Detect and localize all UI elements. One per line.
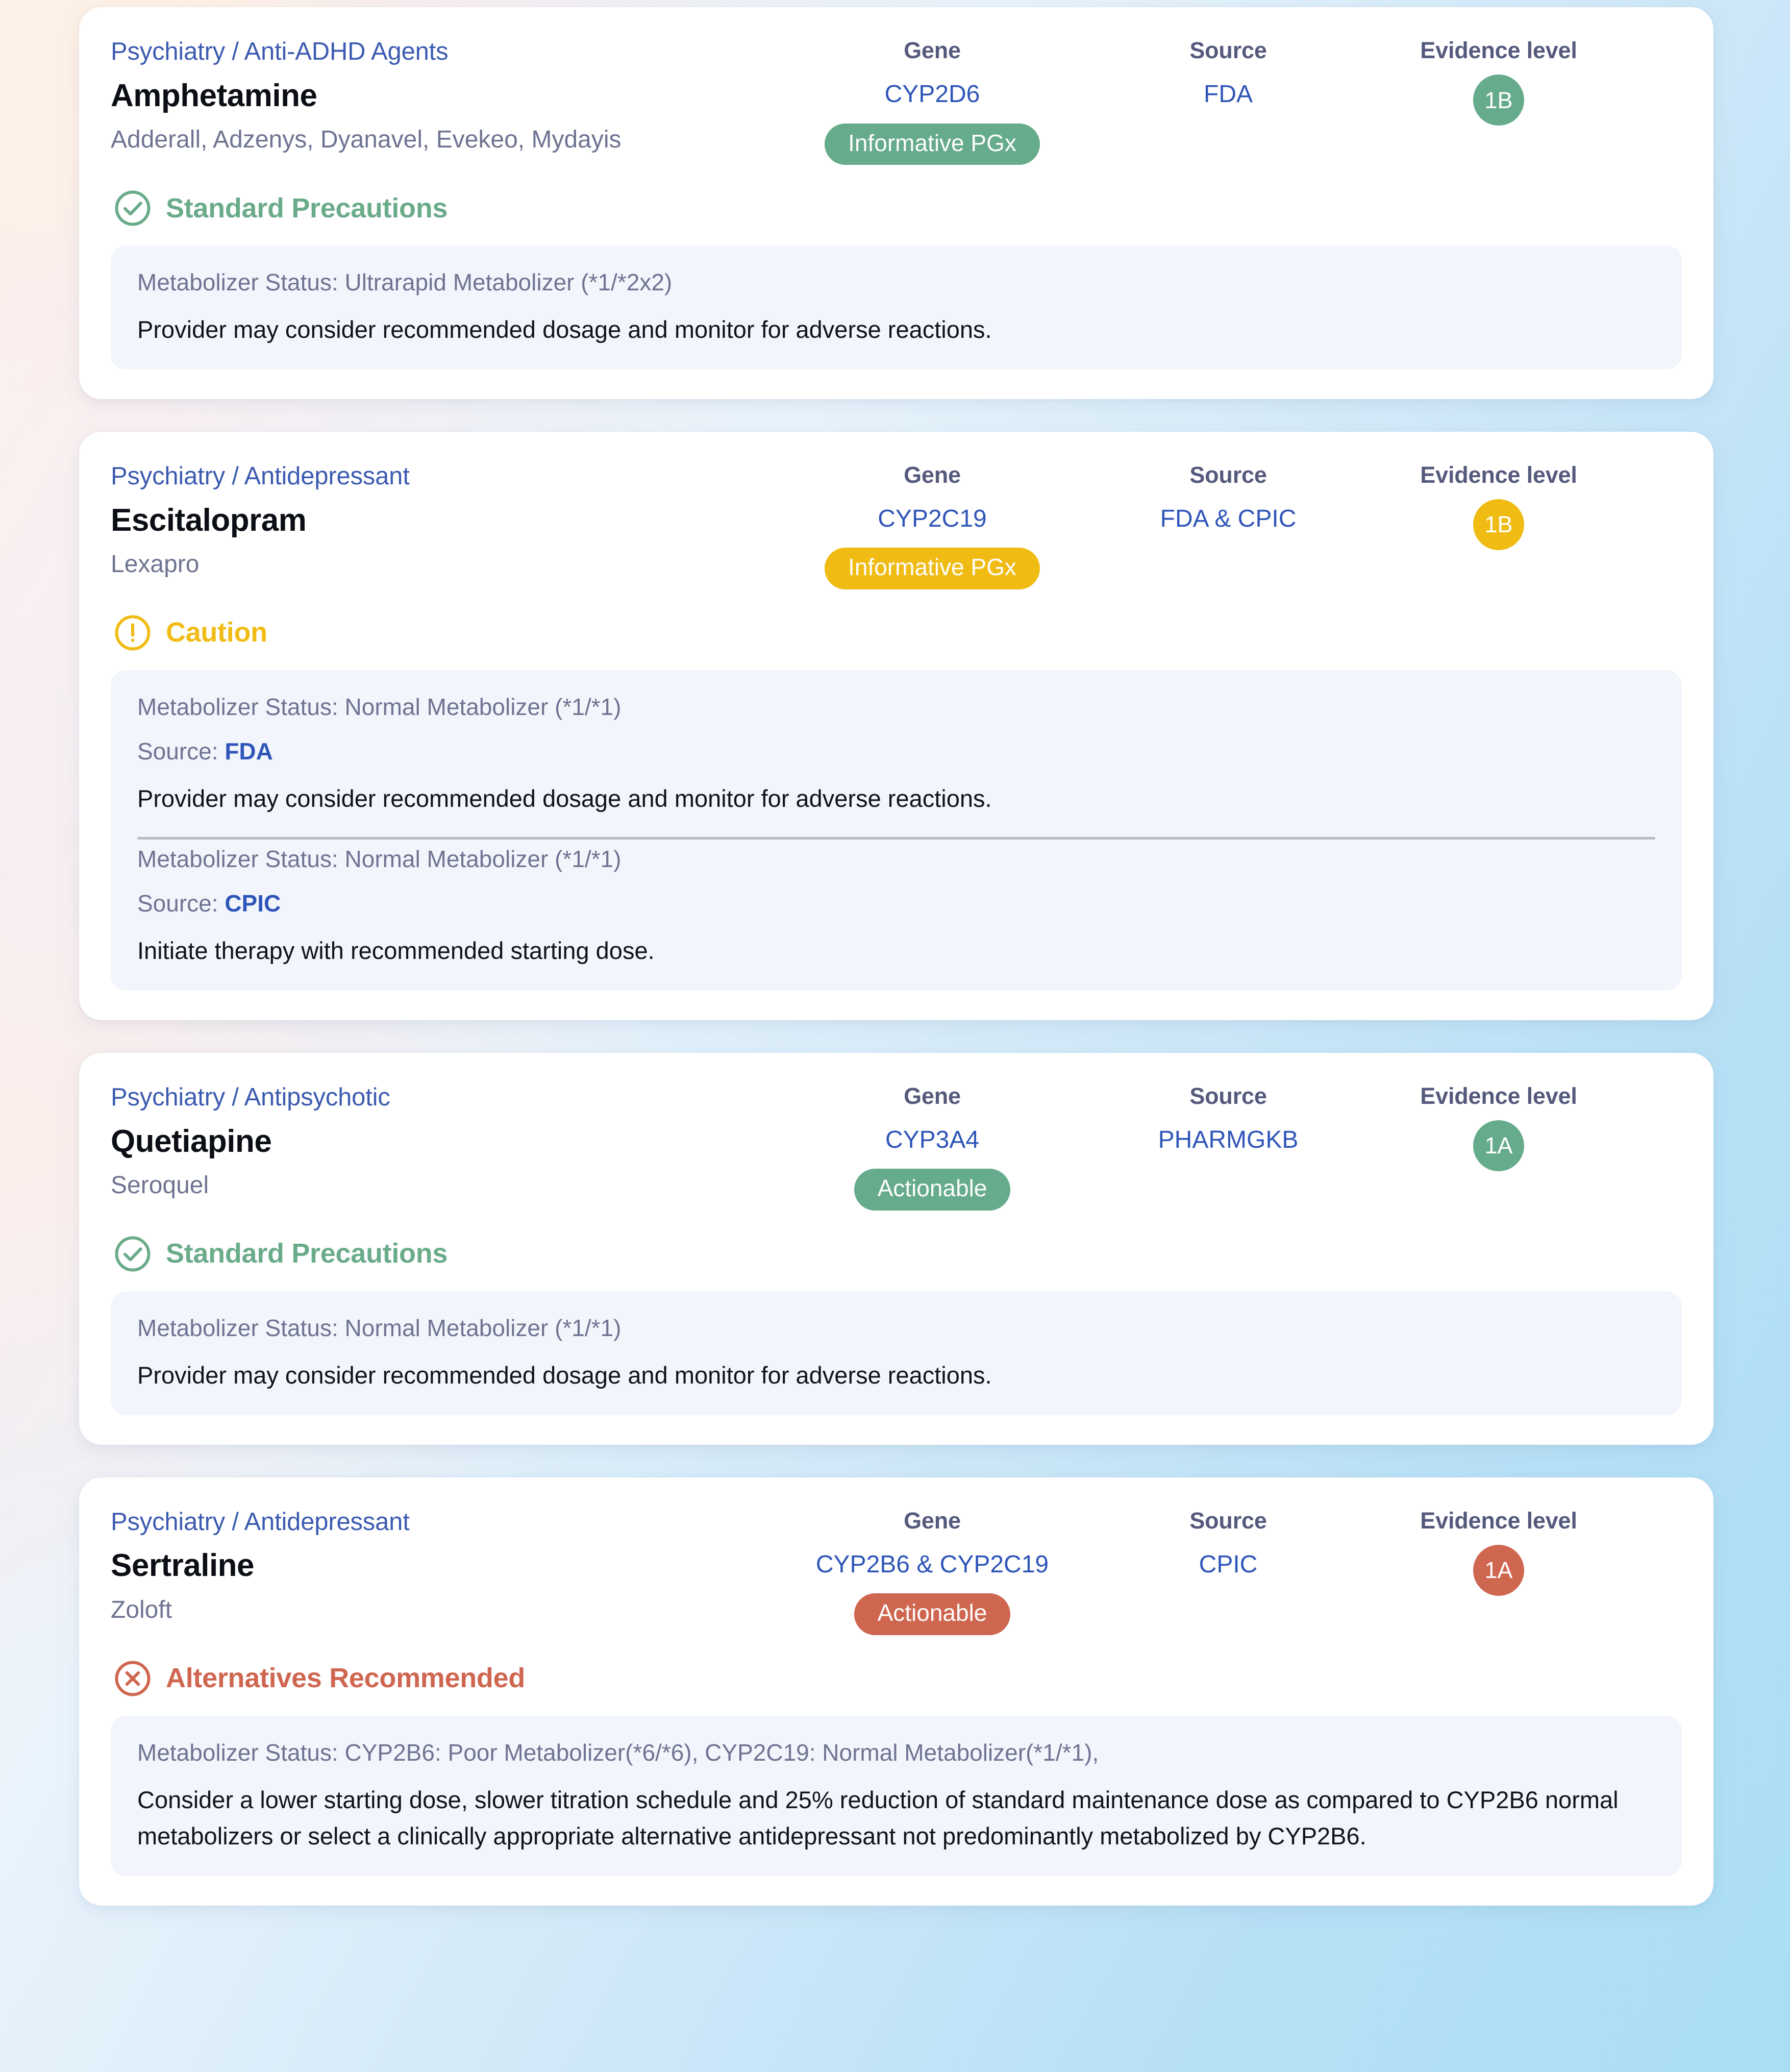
recommendation-source bbox=[137, 734, 1655, 769]
source-column-header: Source bbox=[1189, 1507, 1267, 1534]
recommendation-block bbox=[137, 1735, 1655, 1855]
recommendation-text: Initiate therapy with recommended starting dose. bbox=[137, 937, 655, 965]
drug-card[interactable] bbox=[79, 7, 1713, 399]
source-value[interactable]: CPIC bbox=[1199, 1550, 1258, 1578]
brand-names: Adderall, Adzenys, Dyanavel, Evekeo, Mydayis bbox=[111, 126, 621, 154]
status-label: Standard Precautions bbox=[166, 192, 448, 224]
source-value[interactable]: CPIC bbox=[225, 890, 281, 917]
evidence-column-header: Evidence level bbox=[1420, 37, 1577, 63]
source-column-header: Source bbox=[1189, 37, 1267, 63]
gene-column-header: Gene bbox=[904, 461, 961, 488]
recommendation-text: Provider may consider recommended dosage and monitor for adverse reactions. bbox=[137, 784, 992, 812]
recommendation-block bbox=[137, 689, 1655, 817]
gene-value[interactable]: CYP2B6 & CYP2C19 bbox=[815, 1550, 1049, 1578]
metabolizer-status: Metabolizer Status: Normal Metabolizer (*1/*1) bbox=[137, 693, 621, 720]
source-column bbox=[1075, 36, 1381, 109]
source-column bbox=[1075, 460, 1381, 534]
status-label: Alternatives Recommended bbox=[166, 1663, 526, 1694]
evidence-column bbox=[1381, 460, 1616, 550]
status-label: Standard Precautions bbox=[166, 1238, 448, 1269]
block-divider bbox=[137, 837, 1655, 840]
source-column bbox=[1075, 1081, 1381, 1155]
pgx-tag-badge[interactable]: Informative PGx bbox=[825, 124, 1040, 165]
card-header-row bbox=[111, 460, 1682, 589]
drug-identity bbox=[111, 1081, 789, 1203]
source-label: Source: bbox=[137, 737, 218, 764]
source-value[interactable]: FDA & CPIC bbox=[1160, 505, 1297, 532]
status-row bbox=[113, 1234, 1682, 1274]
gene-column-header: Gene bbox=[904, 1507, 961, 1534]
check-circle-icon bbox=[113, 188, 153, 228]
card-header-row bbox=[111, 1081, 1682, 1211]
evidence-column bbox=[1381, 1506, 1616, 1596]
recommendation-box bbox=[111, 1291, 1682, 1415]
recommendation-box bbox=[111, 245, 1682, 369]
metabolizer-status: Metabolizer Status: CYP2B6: Poor Metabolizer(*6/*6), CYP2C19: Normal Metabolizer(*1/*1), bbox=[137, 1739, 1099, 1766]
drug-card-list bbox=[0, 7, 1790, 1906]
source-value[interactable]: PHARMGKB bbox=[1158, 1126, 1299, 1153]
evidence-column-header: Evidence level bbox=[1420, 1082, 1577, 1109]
evidence-level-badge[interactable]: 1A bbox=[1473, 1120, 1524, 1171]
recommendation-box bbox=[111, 1716, 1682, 1876]
breadcrumb[interactable]: Psychiatry / Antipsychotic bbox=[111, 1083, 390, 1111]
drug-name: Amphetamine bbox=[111, 78, 317, 113]
source-column bbox=[1075, 1506, 1381, 1580]
recommendation-block bbox=[137, 265, 1655, 348]
recommendation-text: Provider may consider recommended dosage and monitor for adverse reactions. bbox=[137, 316, 992, 343]
recommendation-text: Consider a lower starting dose, slower titration schedule and 25% reduction of standard maintenance dose as compared to CYP2B6 normal metabolizers or select a clinically appropriate alternative antidepressant not predominantly metabolized by CYP2B6. bbox=[137, 1786, 1619, 1850]
source-value[interactable]: FDA bbox=[225, 737, 273, 764]
evidence-column-header: Evidence level bbox=[1420, 1507, 1577, 1534]
drug-name: Escitalopram bbox=[111, 502, 307, 538]
gene-column-header: Gene bbox=[904, 1082, 961, 1109]
breadcrumb[interactable]: Psychiatry / Antidepressant bbox=[111, 462, 410, 490]
status-label: Caution bbox=[166, 617, 267, 648]
exclamation-circle-icon bbox=[113, 613, 153, 653]
evidence-column bbox=[1381, 1081, 1616, 1171]
metabolizer-status: Metabolizer Status: Normal Metabolizer (*1/*1) bbox=[137, 1315, 621, 1342]
source-column-header: Source bbox=[1189, 461, 1267, 488]
check-circle-icon bbox=[113, 1234, 153, 1274]
brand-names: Seroquel bbox=[111, 1172, 209, 1199]
recommendation-block bbox=[137, 1311, 1655, 1393]
drug-card[interactable] bbox=[79, 432, 1713, 1020]
evidence-level-badge[interactable]: 1A bbox=[1473, 1545, 1524, 1596]
gene-column bbox=[789, 1506, 1075, 1635]
gene-value[interactable]: CYP3A4 bbox=[885, 1126, 980, 1153]
status-row bbox=[113, 1659, 1682, 1698]
recommendation-box bbox=[111, 670, 1682, 991]
gene-value[interactable]: CYP2D6 bbox=[884, 81, 980, 108]
evidence-level-badge[interactable]: 1B bbox=[1473, 499, 1524, 550]
gene-column bbox=[789, 460, 1075, 589]
evidence-column-header: Evidence level bbox=[1420, 461, 1577, 488]
card-header-row bbox=[111, 36, 1682, 165]
breadcrumb[interactable]: Psychiatry / Antidepressant bbox=[111, 1508, 410, 1536]
gene-column bbox=[789, 1081, 1075, 1211]
source-label: Source: bbox=[137, 890, 218, 917]
pgx-tag-badge[interactable]: Actionable bbox=[854, 1169, 1011, 1211]
x-circle-icon bbox=[113, 1659, 153, 1698]
recommendation-text: Provider may consider recommended dosage and monitor for adverse reactions. bbox=[137, 1362, 992, 1389]
drug-card[interactable] bbox=[79, 1053, 1713, 1445]
brand-names: Zoloft bbox=[111, 1596, 172, 1623]
gene-column-header: Gene bbox=[904, 37, 961, 63]
status-row bbox=[113, 188, 1682, 228]
source-value[interactable]: FDA bbox=[1204, 81, 1253, 108]
brand-names: Lexapro bbox=[111, 551, 200, 578]
drug-name: Sertraline bbox=[111, 1548, 255, 1584]
evidence-column bbox=[1381, 36, 1616, 126]
gene-value[interactable]: CYP2C19 bbox=[878, 505, 987, 532]
drug-name: Quetiapine bbox=[111, 1123, 272, 1159]
drug-identity bbox=[111, 460, 789, 582]
drug-identity bbox=[111, 1506, 789, 1628]
metabolizer-status: Metabolizer Status: Normal Metabolizer (*1/*1) bbox=[137, 846, 621, 873]
recommendation-source bbox=[137, 886, 1655, 921]
status-row bbox=[113, 613, 1682, 653]
gene-column bbox=[789, 36, 1075, 165]
drug-card[interactable] bbox=[79, 1477, 1713, 1906]
drug-identity bbox=[111, 36, 789, 158]
evidence-level-badge[interactable]: 1B bbox=[1473, 75, 1524, 126]
source-column-header: Source bbox=[1189, 1082, 1267, 1109]
breadcrumb[interactable]: Psychiatry / Anti-ADHD Agents bbox=[111, 38, 449, 65]
recommendation-block bbox=[137, 842, 1655, 969]
pgx-tag-badge[interactable]: Actionable bbox=[854, 1593, 1011, 1635]
pgx-tag-badge[interactable]: Informative PGx bbox=[825, 548, 1040, 589]
card-header-row bbox=[111, 1506, 1682, 1635]
metabolizer-status: Metabolizer Status: Ultrarapid Metabolizer (*1/*2x2) bbox=[137, 269, 673, 296]
